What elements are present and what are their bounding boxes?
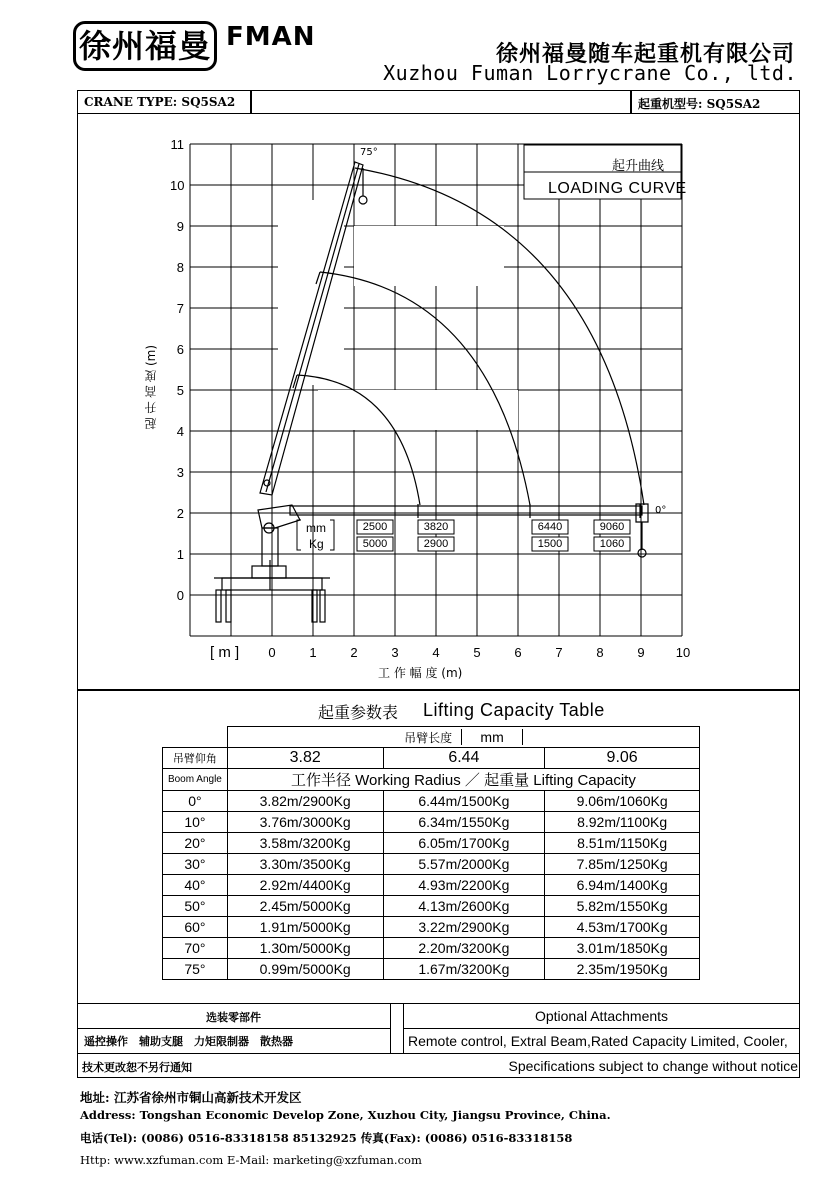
x-tick-3: 3 [391,645,399,660]
footer-tel: 电话(Tel): (0086) 0516-83318158 85132925 传真(Fax): (0086) 0516-83318158 [80,1131,573,1145]
row-cell: 3.01m/1850Kg [545,938,700,959]
row-angle: 20° [163,833,228,854]
attach-top-line [77,1003,800,1004]
y-tick-10: 10 [170,178,185,193]
angle-right-label: 0° [655,505,667,516]
x-axis-label: 工 作 幅 度 (m) [378,666,463,680]
legend-mm: mm [306,521,326,535]
x-tick-4: 4 [432,645,440,660]
capacity-boxes [357,520,630,551]
box-mm-2: 3820 [423,521,449,533]
loading-curve-title-cn: 起升曲线 [612,159,665,174]
row-angle: 75° [163,959,228,980]
boom-length-unit: mm [461,729,522,745]
box-kg-2: 2900 [423,538,449,550]
row-cell: 3.30m/3500Kg [227,854,383,875]
y-tick-9: 9 [176,219,184,234]
company-logo [73,21,217,71]
table-row [163,748,700,769]
attach-mid-line-left [77,1028,390,1029]
x-tick-6: 6 [514,645,522,660]
attach-items-cn: 遥控操作 辅助支腿 力矩限制器 散热器 [84,1035,293,1048]
row-cell: 2.92m/4400Kg [227,875,383,896]
x-unit-label: [ m ] [210,644,240,661]
type-divider-right [630,90,632,114]
capacity-title-cn: 起重参数表 [318,703,399,722]
y-tick-5: 5 [176,383,184,398]
table-row [163,875,700,896]
table-row [163,727,700,748]
y-tick-0: 0 [176,588,184,603]
row-cell: 1.91m/5000Kg [227,917,383,938]
x-tick-5: 5 [473,645,481,660]
table-row [163,854,700,875]
attach-bottom-line [77,1053,800,1054]
boom-angle-en: Boom Angle [163,769,228,791]
row-cell: 3.22m/2900Kg [383,917,545,938]
row-angle: 30° [163,854,228,875]
x-tick-7: 7 [555,645,563,660]
logo-cn-text: 徐州福曼 [78,27,211,65]
capacity-title-en: Lifting Capacity Table [423,700,605,720]
capacity-table [162,726,700,980]
crane-type-label: CRANE TYPE: SQ5SA2 [84,95,236,109]
table-row [163,833,700,854]
row-cell: 4.93m/2200Kg [383,875,545,896]
row-cell: 3.82m/2900Kg [227,791,383,812]
notice-cn: 技术更改恕不另行通知 [82,1061,192,1074]
loading-curve-chart [77,114,800,690]
row-cell: 5.57m/2000Kg [383,854,545,875]
row-cell: 6.94m/1400Kg [545,875,700,896]
table-row [163,896,700,917]
row-cell: 3.58m/3200Kg [227,833,383,854]
row-angle: 50° [163,896,228,917]
box-mm-1: 2500 [362,521,388,533]
x-tick-0: 0 [268,645,276,660]
row-cell: 0.99m/5000Kg [227,959,383,980]
row-cell: 7.85m/1250Kg [545,854,700,875]
row-angle: 40° [163,875,228,896]
footer-address-cn: 地址: 江苏省徐州市铜山高新技术开发区 [80,1090,302,1105]
row-cell: 3.76m/3000Kg [227,812,383,833]
y-tick-7: 7 [176,301,184,316]
x-tick-9: 9 [637,645,645,660]
length-col-2: 6.44 [383,748,545,769]
y-tick-6: 6 [176,342,184,357]
y-tick-4: 4 [176,424,184,439]
box-mm-4: 9060 [599,521,625,533]
row-cell: 1.30m/5000Kg [227,938,383,959]
x-tick-1: 1 [309,645,317,660]
row-cell: 2.20m/3200Kg [383,938,545,959]
notice-en: Specifications subject to change without notice [508,1058,798,1074]
length-col-3: 9.06 [545,748,700,769]
row-cell: 9.06m/1060Kg [545,791,700,812]
chart-separator [77,689,800,691]
footer-address-en: Address: Tongshan Economic Develop Zone, Xuzhou City, Jiangsu Province, China. [80,1108,611,1122]
crane-type-label-cn: 起重机型号: SQ5SA2 [638,97,761,111]
table-row [163,917,700,938]
row-cell: 4.13m/2600Kg [383,896,545,917]
load-curves [297,168,644,505]
box-kg-1: 5000 [362,538,388,550]
box-kg-4: 1060 [599,538,625,550]
table-row [163,959,700,980]
table-row [163,769,700,791]
logo-en-text: FMAN [226,22,316,52]
row-angle: 60° [163,917,228,938]
attach-title-cn: 选装零部件 [206,1011,261,1024]
attach-items-en: Remote control, Extral Beam,Rated Capacity Limited, Cooler, [408,1033,788,1049]
boom-angle-cn: 吊臂仰角 [163,748,228,769]
row-cell: 2.45m/5000Kg [227,896,383,917]
row-cell: 1.67m/3200Kg [383,959,545,980]
y-tick-11: 11 [170,137,184,152]
table-row [163,791,700,812]
row-cell: 8.51m/1150Kg [545,833,700,854]
x-tick-2: 2 [350,645,358,660]
y-axis-label: 起 升 高 度 (m) [144,345,158,430]
angle-top-label: 75° [360,147,378,158]
company-name-en: Xuzhou Fuman Lorrycrane Co., ltd. [383,61,797,85]
attach-title-en: Optional Attachments [534,1008,669,1024]
table-row [163,938,700,959]
table-row [163,812,700,833]
attach-divider-1 [390,1003,391,1053]
row-cell: 6.44m/1500Kg [383,791,545,812]
row-cell: 6.05m/1700Kg [383,833,545,854]
row-cell: 4.53m/1700Kg [545,917,700,938]
row-cell: 2.35m/1950Kg [545,959,700,980]
y-tick-3: 3 [176,465,184,480]
row-angle: 0° [163,791,228,812]
row-angle: 70° [163,938,228,959]
y-tick-1: 1 [176,547,184,562]
company-name-cn: 徐州福曼随车起重机有限公司 [495,42,795,67]
box-mm-3: 6440 [537,521,563,533]
y-tick-8: 8 [176,260,184,275]
x-tick-10: 10 [675,645,691,660]
row-cell: 8.92m/1100Kg [545,812,700,833]
row-cell: 5.82m/1550Kg [545,896,700,917]
type-divider-left [250,90,252,114]
length-col-1: 3.82 [227,748,383,769]
table-subheader: 工作半径 Working Radius ／ 起重量 Lifting Capacity [227,769,699,791]
box-kg-3: 1500 [537,538,563,550]
loading-curve-title-en: LOADING CURVE [548,180,687,197]
row-angle: 10° [163,812,228,833]
attach-mid-line-right [403,1028,800,1029]
legend-kg: Kg [309,537,324,551]
boom-length-label: 吊臂长度 [404,730,453,745]
x-tick-8: 8 [596,645,604,660]
footer-web: Http: www.xzfuman.com E-Mail: marketing@xzfuman.com [80,1153,422,1167]
row-cell: 6.34m/1550Kg [383,812,545,833]
y-tick-2: 2 [176,506,184,521]
